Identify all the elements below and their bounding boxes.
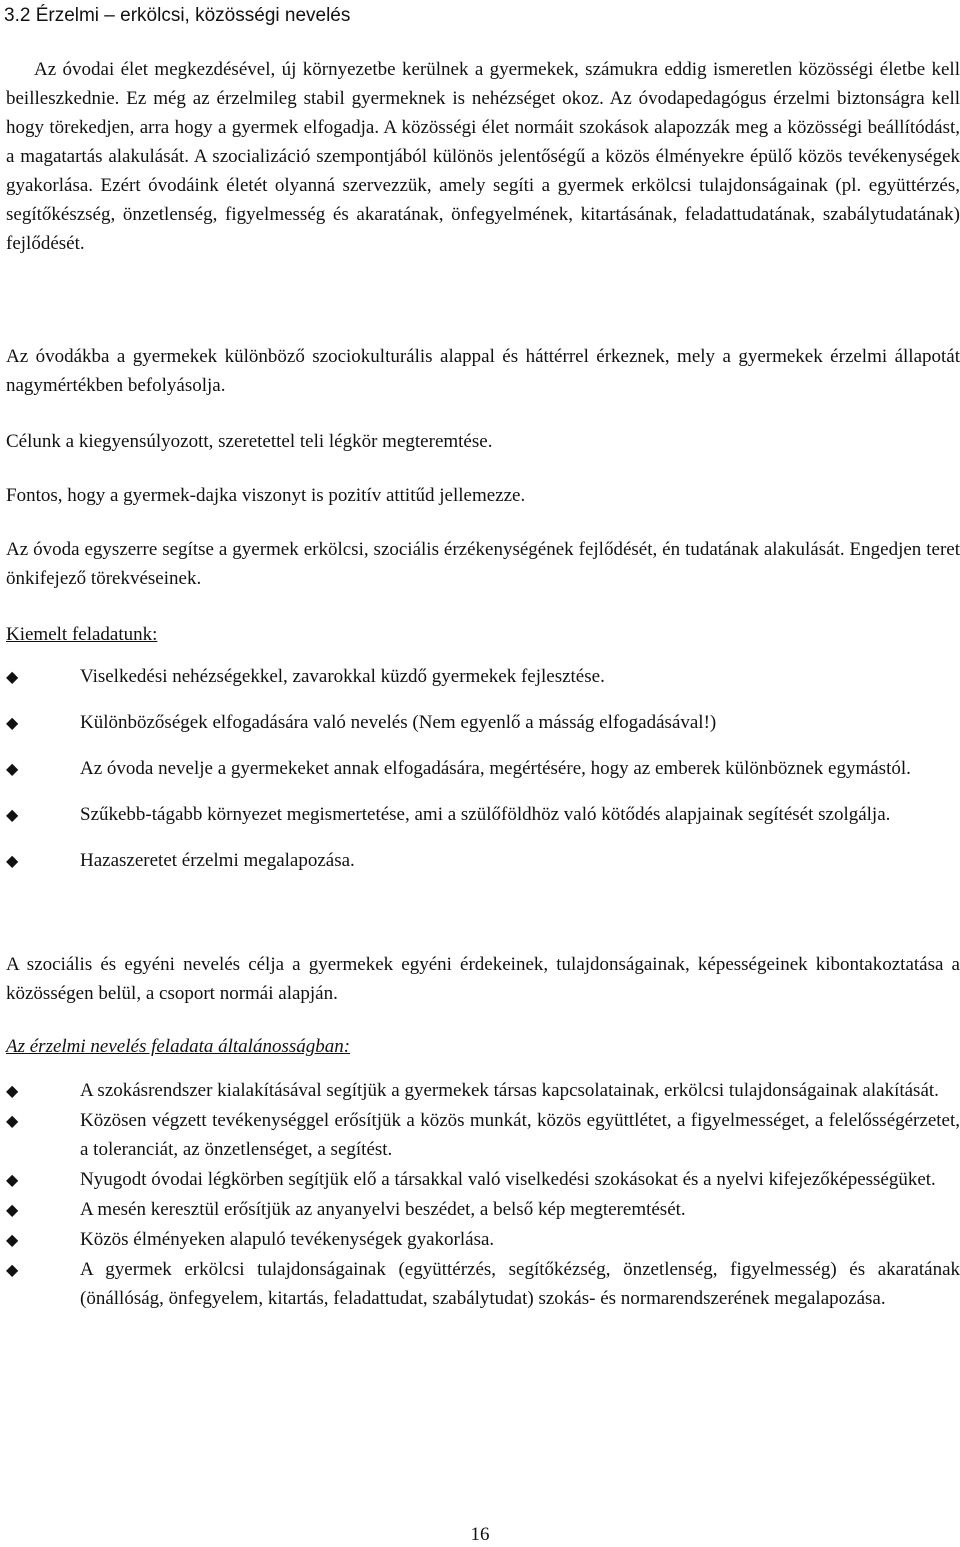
diamond-bullet-icon: ◆ [6, 851, 19, 870]
diamond-bullet-icon: ◆ [6, 759, 19, 778]
section-heading: 3.2 Érzelmi – erkölcsi, közösségi nevelés [4, 5, 351, 26]
list-item: ◆ Hazaszeretet érzelmi megalapozása. [6, 846, 960, 875]
paragraph-sensitivity: Az óvoda egyszerre segítse a gyermek erkölcsi, szociális érzékenységének fejlődését, én tudatának alakulását. Engedjen teret önkifejező törekvéseinek. [6, 539, 960, 589]
diamond-bullet-icon: ◆ [6, 667, 19, 686]
diamond-bullet-icon: ◆ [6, 1111, 19, 1130]
intro-paragraph: Az óvodai élet megkezdésével, új környezetbe kerülnek a gyermekek, számukra eddig ismeretlen közösségi életbe kell beilleszkednie. Ez még az érzelmileg stabil gyermeknek is nehézséget okoz. Az óvodapedagógus érzelmi biztonságra kell hogy törekedjen, arra hogy a gyermek elfogadja. A közösségi élet normáit szokások alapozzák meg a közösségi beállítódást, a magatartás alakulását. A szocializáció szempontjából különös jelentőségű a közös élményekre épülő közös tevékenységek gyakorlása. Ezért óvodáink életét olyanná szervezzük, amely segíti a gyermek erkölcsi tulajdonságainak (pl. együttérzés, segítőkészség, önzetlenség, figyelmesség és akaratának, önfegyelmének, kitartásának, feladattudatának, szabálytudatának) fejlődését. [6, 59, 960, 254]
paragraph-social-goal: A szociális és egyéni nevelés célja a gyermekek egyéni érdekeinek, tulajdonságainak, képességeinek kibontakoztatása a közösségen belül, a csoport normái alapján. [6, 954, 960, 1004]
list-item: ◆ Különbözőségek elfogadására való nevelés (Nem egyenlő a másság elfogadásával!) [6, 708, 960, 737]
page-number: 16 [470, 1524, 490, 1545]
list-item: ◆ A szokásrendszer kialakításával segítjük a gyermekek társas kapcsolatainak, erkölcsi tulajdonságainak alakítását. [6, 1076, 960, 1105]
list-item: ◆ Szűkebb-tágabb környezet megismertetése, ami a szülőföldhöz való kötődés alapjainak segítését szolgálja. [6, 800, 960, 829]
general-tasks-list [6, 1076, 960, 1314]
list-item: ◆ Nyugodt óvodai légkörben segítjük elő a társakkal való viselkedési szokásokat és a nyelvi kifejezőképességüket. [6, 1165, 960, 1194]
diamond-bullet-icon: ◆ [6, 1081, 19, 1100]
diamond-bullet-icon: ◆ [6, 1170, 19, 1189]
diamond-bullet-icon: ◆ [6, 1200, 19, 1219]
list-item: ◆ Viselkedési nehézségekkel, zavarokkal küzdő gyermekek fejlesztése. [6, 662, 960, 691]
list-item: ◆ Az óvoda nevelje a gyermekeket annak elfogadására, megértésére, hogy az emberek különböznek egymástól. [6, 754, 960, 783]
paragraph-background: Az óvodákba a gyermekek különböző szociokulturális alappal és háttérrel érkeznek, mely a gyermekek érzelmi állapotát nagymértékben befolyásolja. [6, 346, 960, 396]
paragraph-goal: Célunk a kiegyensúlyozott, szeretettel teli légkör megteremtése. [6, 431, 493, 452]
paragraph-attitude: Fontos, hogy a gyermek-dajka viszonyt is pozitív attitűd jellemezze. [6, 485, 526, 506]
list-item: ◆ A mesén keresztül erősítjük az anyanyelvi beszédet, a belső kép megteremtését. [6, 1195, 960, 1224]
diamond-bullet-icon: ◆ [6, 805, 19, 824]
list-item: ◆ Közösen végzett tevékenységgel erősítjük a közös munkát, közös együttlétet, a figyelmességet, a felelősségérzetet, a toleranciát, az önzetlenséget, a segítést. [6, 1106, 960, 1164]
tasks-label: Kiemelt feladatunk: [6, 624, 158, 645]
diamond-bullet-icon: ◆ [6, 1230, 19, 1249]
diamond-bullet-icon: ◆ [6, 1260, 19, 1279]
list-item: ◆ A gyermek erkölcsi tulajdonságainak (együttérzés, segítőkézség, önzetlenség, figyelmesség) és akaratának (önállóság, önfegyelem, kitartás, feladattudat, szabálytudat) szokás- és normarendszerének megalapozása. [6, 1255, 960, 1313]
diamond-bullet-icon: ◆ [6, 713, 19, 732]
general-label: Az érzelmi nevelés feladata általánosságban: [6, 1036, 351, 1057]
tasks-list [6, 662, 960, 892]
list-item: ◆ Közös élményeken alapuló tevékenységek gyakorlása. [6, 1225, 960, 1254]
